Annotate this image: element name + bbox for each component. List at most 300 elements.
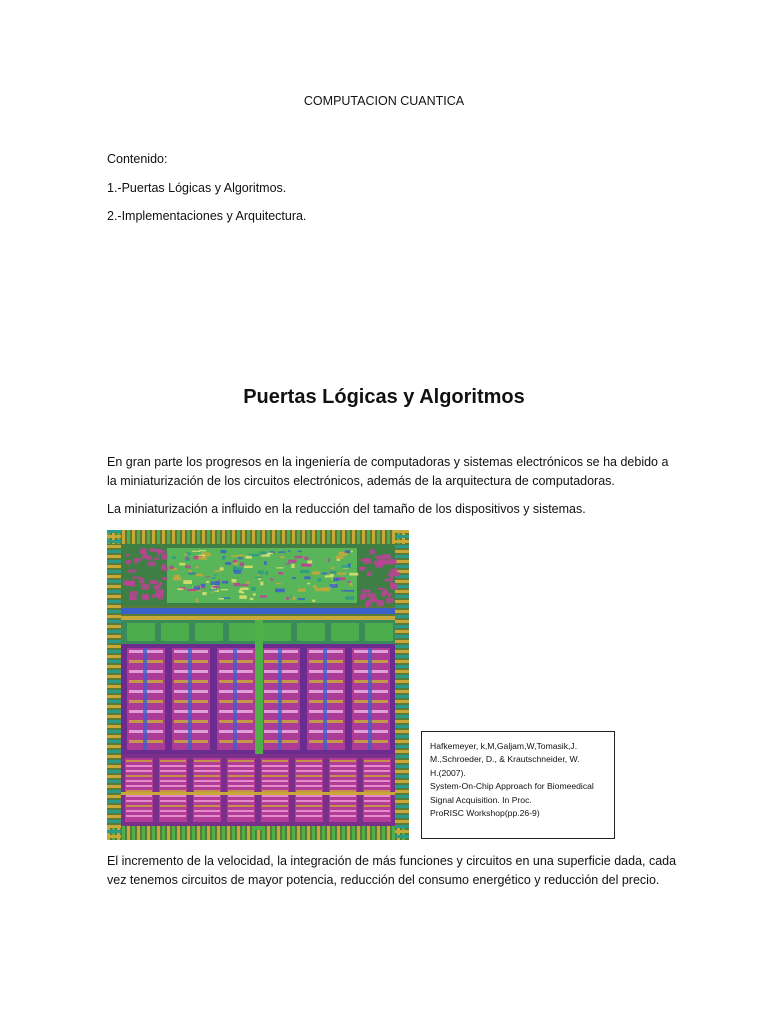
chip-pattern	[147, 530, 150, 544]
chip-pattern	[317, 826, 320, 840]
chip-pattern	[262, 800, 288, 802]
chip-pattern	[262, 805, 288, 807]
chip-pattern	[330, 790, 356, 792]
chip-pattern	[126, 800, 152, 802]
chip-pattern	[330, 760, 356, 762]
chip-pattern	[107, 610, 121, 613]
chip-pattern	[194, 785, 220, 787]
chip-pattern	[337, 826, 340, 840]
chip-pattern	[130, 591, 138, 596]
chip-pattern	[194, 815, 220, 817]
chip-pattern	[333, 578, 339, 581]
chip-pattern	[262, 775, 288, 777]
chip-pattern	[391, 584, 398, 589]
chip-pattern	[228, 795, 254, 797]
chip-pattern	[240, 562, 244, 566]
chip-pattern	[330, 815, 356, 817]
chip-pattern	[296, 785, 322, 787]
citation-line: M.,Schroeder, D., & Krautschneider, W.	[430, 754, 580, 765]
chip-pattern	[347, 581, 351, 583]
chip-pattern	[147, 556, 152, 560]
chip-pattern	[395, 730, 409, 733]
chip-pattern	[211, 592, 214, 593]
chip-pattern	[228, 775, 254, 777]
chip-pattern	[214, 574, 217, 575]
chip-pattern	[395, 560, 409, 563]
chip-pattern	[202, 826, 205, 840]
chip-pattern	[287, 530, 290, 544]
chip-pattern	[278, 551, 285, 552]
chip-pattern	[395, 650, 409, 653]
chip-pattern	[107, 600, 121, 603]
chip-pattern	[387, 555, 391, 558]
chip-pattern	[369, 599, 373, 602]
chip-pattern	[364, 765, 390, 767]
chip-pattern	[253, 593, 256, 595]
chip-pattern	[232, 579, 237, 583]
chip-pattern	[360, 595, 365, 600]
chip-pattern	[364, 795, 390, 797]
chip-pattern	[395, 835, 409, 838]
chip-pattern	[155, 549, 163, 553]
chip-pattern	[107, 635, 121, 638]
chip-pattern	[151, 594, 160, 597]
chip-layout-drawing	[107, 530, 409, 840]
chip-pattern	[292, 826, 295, 840]
chip-pattern	[255, 577, 262, 578]
chip-pattern	[172, 556, 177, 559]
chip-pattern	[107, 760, 121, 763]
chip-pattern	[107, 700, 121, 703]
chip-pattern	[302, 530, 305, 544]
chip-pattern	[172, 530, 175, 544]
chip-pattern	[347, 530, 350, 544]
chip-pattern	[395, 815, 409, 818]
chip-pattern	[288, 560, 296, 563]
chip-pattern	[282, 826, 285, 840]
chip-pattern	[107, 550, 121, 553]
chip-pattern	[150, 548, 156, 551]
chip-pattern	[161, 623, 189, 641]
citation-box	[421, 731, 615, 839]
chip-pattern	[194, 805, 220, 807]
chip-pattern	[262, 810, 288, 812]
chip-pattern	[385, 579, 393, 582]
chip-pattern	[246, 581, 250, 583]
chip-pattern	[207, 530, 210, 544]
chip-pattern	[297, 623, 325, 641]
chip-pattern	[206, 581, 209, 583]
chip-pattern	[378, 588, 385, 590]
chip-pattern	[162, 564, 166, 567]
chip-pattern	[367, 571, 372, 576]
chip-pattern	[148, 561, 156, 566]
chip-pattern	[107, 805, 121, 808]
chip-pattern	[196, 599, 199, 602]
chip-pattern	[107, 530, 121, 533]
chip-pattern	[107, 685, 121, 688]
chip-pattern	[212, 530, 215, 544]
chip-pattern	[395, 670, 409, 673]
chip-pattern	[126, 770, 152, 772]
chip-pattern	[296, 810, 322, 812]
chip-pattern	[272, 826, 275, 840]
chip-pattern	[126, 785, 152, 787]
chip-pattern	[388, 559, 397, 564]
chip-pattern	[121, 792, 395, 795]
chip-pattern	[370, 549, 375, 554]
chip-pattern	[227, 530, 230, 544]
chip-pattern	[330, 775, 356, 777]
chip-pattern	[107, 570, 121, 573]
chip-pattern	[292, 577, 296, 579]
chip-pattern	[142, 826, 145, 840]
chip-pattern	[377, 600, 384, 606]
chip-pattern	[377, 559, 384, 565]
chip-pattern	[395, 780, 409, 783]
chip-pattern	[157, 530, 160, 544]
chip-pattern	[262, 795, 288, 797]
chip-pattern	[107, 630, 121, 633]
chip-pattern	[107, 810, 121, 813]
paragraph: En gran parte los progresos en la ingeniería de computadoras y sistemas electrónicos se ha debido a la miniaturización de los circuitos electrónicos, además de la arquitectura de computadoras.	[107, 455, 669, 488]
chip-pattern	[395, 540, 409, 543]
chip-pattern	[241, 584, 249, 586]
chip-pattern	[232, 530, 235, 544]
chip-pattern	[395, 695, 409, 698]
chip-pattern	[194, 770, 220, 772]
chip-pattern	[332, 826, 335, 840]
chip-pattern	[197, 530, 200, 544]
chip-pattern	[395, 545, 409, 548]
chip-pattern	[364, 785, 390, 787]
chip-pattern	[126, 795, 152, 797]
chip-pattern	[188, 648, 192, 750]
chip-pattern	[194, 765, 220, 767]
chip-pattern	[395, 625, 409, 628]
chip-pattern	[312, 600, 315, 602]
chip-pattern	[122, 530, 125, 544]
chip-pattern	[382, 530, 385, 544]
chip-pattern	[107, 740, 121, 743]
chip-pattern	[392, 826, 395, 840]
chip-pattern	[395, 740, 409, 743]
chip-pattern	[278, 648, 282, 750]
citation-line: Hafkemeyer, k,M,Galjam,W,Tomasik,J.	[430, 741, 578, 751]
chip-pattern	[107, 755, 121, 758]
chip-pattern	[395, 595, 409, 598]
chip-pattern	[107, 795, 121, 798]
chip-pattern	[185, 565, 190, 568]
chip-pattern	[220, 567, 224, 570]
chip-pattern	[107, 555, 121, 558]
chip-pattern	[121, 608, 395, 614]
chip-pattern	[336, 556, 344, 559]
chip-pattern	[242, 826, 245, 840]
chip-pattern	[232, 826, 235, 840]
chip-pattern	[395, 830, 409, 833]
contents-heading: Contenido:	[107, 152, 168, 166]
chip-pattern	[177, 826, 180, 840]
chip-pattern	[228, 815, 254, 817]
chip-pattern	[395, 620, 409, 623]
chip-pattern	[278, 572, 283, 575]
chip-pattern	[107, 615, 121, 618]
chip-pattern	[126, 760, 152, 762]
chip-pattern	[107, 715, 121, 718]
chip-pattern	[141, 584, 149, 590]
chip-pattern	[258, 578, 261, 580]
chip-pattern	[233, 648, 237, 750]
chip-pattern	[107, 620, 121, 623]
chip-pattern	[152, 530, 155, 544]
chip-pattern	[267, 530, 270, 544]
chip-pattern	[395, 760, 409, 763]
chip-pattern	[362, 826, 365, 840]
chip-pattern	[160, 765, 186, 767]
chip-pattern	[330, 800, 356, 802]
chip-pattern	[228, 760, 254, 762]
chip-pattern	[143, 648, 147, 750]
chip-pattern	[277, 530, 280, 544]
chip-pattern	[377, 826, 380, 840]
chip-pattern	[250, 598, 254, 600]
chip-pattern	[280, 556, 284, 558]
chip-pattern	[107, 680, 121, 683]
chip-pattern	[395, 640, 409, 643]
chip-pattern	[395, 635, 409, 638]
chip-pattern	[107, 645, 121, 648]
chip-pattern	[262, 770, 288, 772]
chip-pattern	[298, 589, 306, 592]
chip-pattern	[395, 550, 409, 553]
chip-pattern	[337, 530, 340, 544]
chip-pattern	[252, 530, 255, 544]
chip-pattern	[127, 623, 155, 641]
chip-pattern	[384, 589, 387, 594]
chip-pattern	[276, 583, 282, 584]
chip-pattern	[160, 775, 186, 777]
chip-pattern	[395, 655, 409, 658]
chip-pattern	[349, 583, 352, 586]
chip-pattern	[390, 574, 393, 579]
chip-pattern	[239, 590, 242, 593]
chip-pattern	[192, 530, 195, 544]
chip-pattern	[362, 590, 369, 593]
chip-pattern	[234, 583, 241, 586]
chip-pattern	[227, 826, 230, 840]
chip-pattern	[228, 785, 254, 787]
chip-pattern	[395, 810, 409, 813]
chip-pattern	[107, 705, 121, 708]
chip-pattern	[395, 750, 409, 753]
chip-pattern	[322, 826, 325, 840]
chip-pattern	[160, 805, 186, 807]
chip-pattern	[395, 565, 409, 568]
chip-pattern	[194, 795, 220, 797]
chip-pattern	[313, 585, 317, 588]
chip-pattern	[364, 790, 390, 792]
chip-pattern	[132, 530, 135, 544]
chip-pattern	[194, 790, 220, 792]
chip-pattern	[296, 795, 322, 797]
chip-pattern	[238, 555, 244, 557]
chip-pattern	[162, 826, 165, 840]
chip-pattern	[207, 826, 210, 840]
chip-pattern	[275, 589, 285, 593]
section-heading: Puertas Lógicas y Algoritmos	[243, 386, 525, 408]
chip-pattern	[325, 575, 333, 577]
chip-pattern	[323, 648, 327, 750]
chip-pattern	[267, 553, 273, 554]
chip-pattern	[330, 805, 356, 807]
chip-pattern	[205, 576, 210, 577]
chip-pattern	[357, 826, 360, 840]
citation-line: System-On-Chip Approach for Biomeedical	[430, 781, 594, 792]
chip-pattern	[242, 530, 245, 544]
chip-pattern	[153, 558, 160, 560]
chip-pattern	[174, 575, 180, 578]
chip-pattern	[107, 770, 121, 773]
chip-pattern	[322, 573, 328, 575]
chip-pattern	[137, 530, 140, 544]
chip-pattern	[152, 826, 155, 840]
chip-pattern	[360, 567, 364, 571]
chip-pattern	[331, 623, 359, 641]
chip-pattern	[296, 775, 322, 777]
chip-pattern	[222, 558, 225, 560]
chip-pattern	[107, 695, 121, 698]
chip-pattern	[365, 623, 393, 641]
chip-pattern	[395, 745, 409, 748]
chip-pattern	[128, 569, 136, 572]
chip-pattern	[182, 826, 185, 840]
chip-pattern	[296, 760, 322, 762]
chip-pattern	[364, 810, 390, 812]
chip-pattern	[258, 570, 264, 574]
chip-pattern	[300, 570, 309, 573]
chip-pattern	[296, 800, 322, 802]
chip-pattern	[296, 770, 322, 772]
chip-pattern	[197, 826, 200, 840]
chip-pattern	[342, 530, 345, 544]
chip-pattern	[395, 765, 409, 768]
chip-pattern	[388, 593, 391, 597]
chip-pattern	[202, 592, 206, 595]
chip-pattern	[265, 571, 268, 575]
chip-pattern	[395, 710, 409, 713]
chip-pattern	[107, 800, 121, 803]
chip-pattern	[272, 530, 275, 544]
chip-pattern	[160, 780, 186, 782]
chip-pattern	[364, 815, 390, 817]
chip-pattern	[231, 555, 238, 557]
chip-pattern	[395, 675, 409, 678]
chip-pattern	[395, 775, 409, 778]
chip-pattern	[195, 623, 223, 641]
chip-pattern	[107, 725, 121, 728]
chip-pattern	[211, 577, 216, 578]
chip-pattern	[218, 598, 224, 600]
chip-pattern	[202, 530, 205, 544]
chip-pattern	[264, 561, 267, 565]
chip-pattern	[177, 588, 183, 590]
chip-pattern	[161, 566, 168, 570]
chip-pattern	[237, 530, 240, 544]
chip-pattern	[395, 580, 409, 583]
chip-pattern	[228, 765, 254, 767]
chip-pattern	[307, 530, 310, 544]
chip-pattern	[262, 815, 288, 817]
chip-pattern	[144, 595, 149, 599]
chip-pattern	[282, 530, 285, 544]
chip-pattern	[126, 765, 152, 767]
chip-pattern	[330, 765, 356, 767]
chip-pattern	[257, 530, 260, 544]
chip-pattern	[395, 735, 409, 738]
chip-pattern	[169, 566, 174, 569]
chip-pattern	[210, 589, 218, 591]
chip-pattern	[347, 826, 350, 840]
chip-pattern	[147, 826, 150, 840]
chip-pattern	[307, 560, 312, 563]
paragraph: La miniaturización a influido en la reducción del tamaño de los dispositivos y sistemas.	[107, 502, 586, 516]
chip-pattern	[107, 830, 121, 833]
chip-pattern	[395, 690, 409, 693]
chip-pattern	[395, 600, 409, 603]
chip-pattern	[277, 826, 280, 840]
chip-pattern	[345, 596, 354, 599]
chip-pattern	[192, 826, 195, 840]
chip-pattern	[126, 805, 152, 807]
chip-pattern	[382, 826, 385, 840]
chip-pattern	[228, 810, 254, 812]
chip-pattern	[330, 810, 356, 812]
chip-pattern	[225, 562, 231, 565]
chip-pattern	[307, 826, 310, 840]
chip-pattern	[107, 785, 121, 788]
chip-pattern	[134, 558, 142, 561]
chip-pattern	[162, 530, 165, 544]
chip-pattern	[377, 530, 380, 544]
chip-pattern	[199, 550, 206, 551]
chip-pattern	[342, 826, 345, 840]
chip-pattern	[237, 826, 240, 840]
chip-pattern	[359, 559, 362, 561]
chip-pattern	[337, 572, 346, 574]
chip-pattern	[296, 815, 322, 817]
chip-pattern	[372, 826, 375, 840]
chip-pattern	[362, 530, 365, 544]
chip-pattern	[332, 530, 335, 544]
chip-pattern	[107, 580, 121, 583]
chip-pattern	[228, 790, 254, 792]
chip-pattern	[304, 557, 308, 560]
chip-pattern	[179, 563, 185, 566]
chip-pattern	[387, 530, 390, 544]
chip-pattern	[184, 553, 187, 555]
chip-pattern	[260, 595, 267, 597]
chip-pattern	[292, 596, 295, 599]
chip-pattern	[107, 820, 121, 823]
chip-pattern	[328, 558, 330, 562]
chip-pattern	[395, 825, 409, 828]
chip-pattern	[127, 826, 130, 840]
chip-pattern	[330, 795, 356, 797]
document-title: COMPUTACION CUANTICA	[303, 94, 465, 108]
chip-pattern	[327, 530, 330, 544]
chip-pattern	[395, 590, 409, 593]
